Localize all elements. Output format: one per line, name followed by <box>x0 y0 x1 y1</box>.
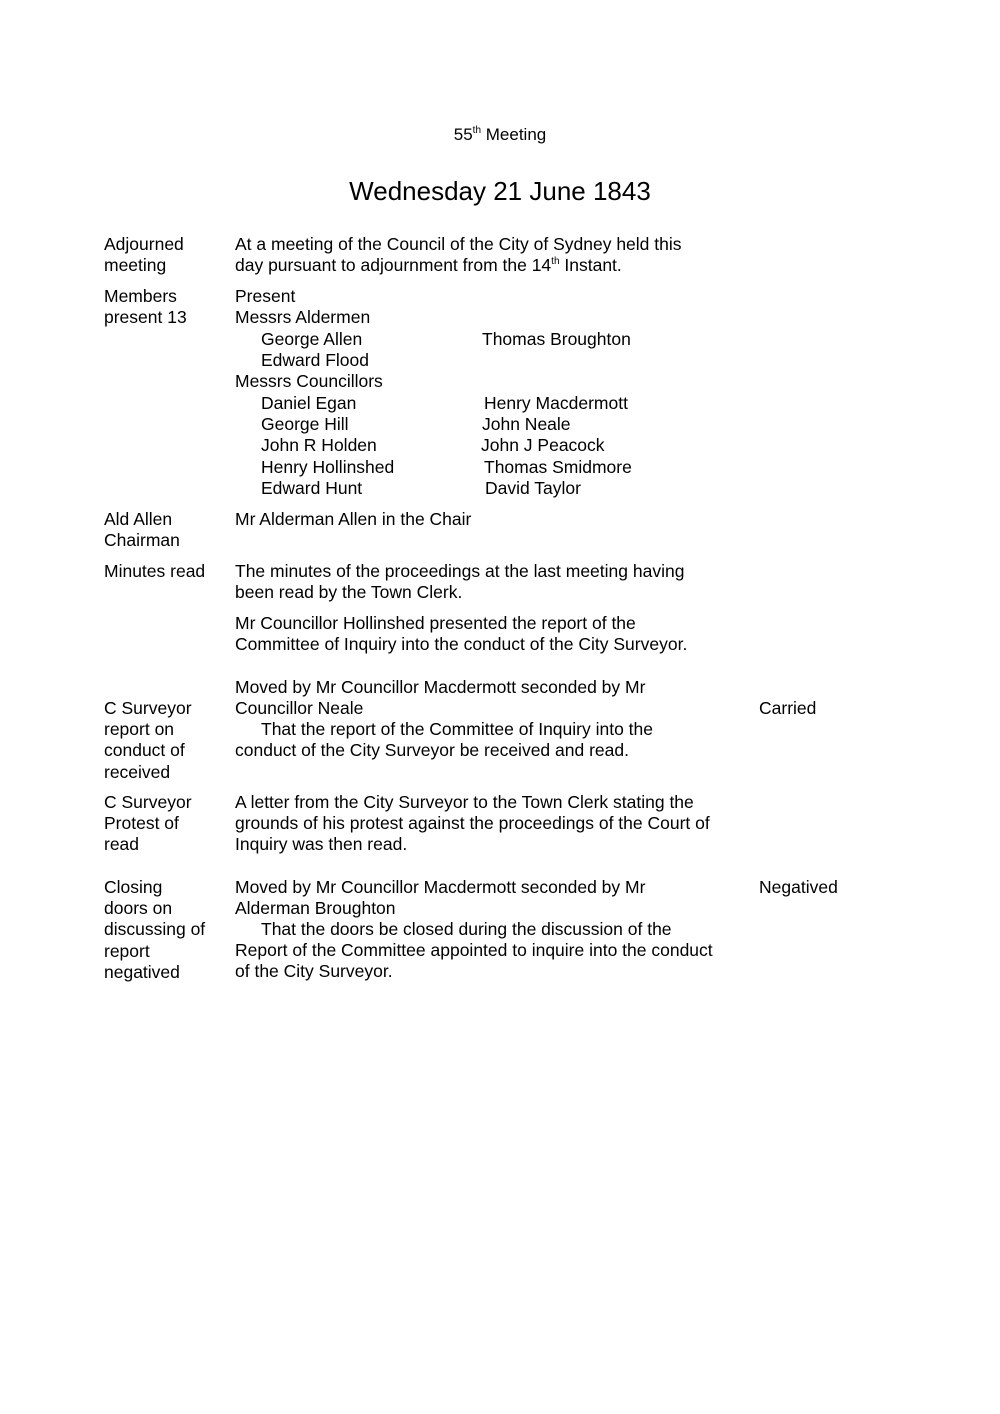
present-label: Present <box>235 286 296 306</box>
protest-line-1: A letter from the City Surveyor to the Town Clerk stating the <box>235 792 694 812</box>
report-presented-line-2: Committee of Inquiry into the conduct of the City Surveyor. <box>235 634 688 654</box>
surveyor-report-line-1: Moved by Mr Councillor Macdermott seconded by Mr <box>235 677 646 697</box>
alderman-name: Thomas Broughton <box>482 329 631 349</box>
minutes-line-1: The minutes of the proceedings at the last meeting having <box>235 561 685 581</box>
councillor-name: Thomas Smidmore <box>484 457 632 477</box>
councillor-name: Edward Hunt <box>261 478 363 498</box>
page-title: Wednesday 21 June 1843 <box>349 176 651 206</box>
closing-line-5: of the City Surveyor. <box>235 961 393 981</box>
closing-line-4: Report of the Committee appointed to inquire into the conduct <box>235 940 713 960</box>
margin-note-adjourned: Adjourned meeting <box>104 234 184 276</box>
surveyor-report-line-3: That the report of the Committee of Inquiry into the <box>261 719 654 739</box>
adjourned-line-2: day pursuant to adjournment from the 14th Instant. <box>235 255 622 275</box>
report-presented-line-1: Mr Councillor Hollinshed presented the report of the <box>235 613 636 633</box>
surveyor-report-line-2: Councillor Neale <box>235 698 364 718</box>
adjourned-line-1: At a meeting of the Council of the City of Sydney held this <box>235 234 682 254</box>
alderman-name: George Allen <box>261 329 363 349</box>
surveyor-report-line-4: conduct of the City Surveyor be received and read. <box>235 740 629 760</box>
closing-line-3: That the doors be closed during the discussion of the <box>261 919 672 939</box>
councillor-name: John J Peacock <box>481 435 605 455</box>
protest-line-3: Inquiry was then read. <box>235 834 408 854</box>
councillors-heading: Messrs Councillors <box>235 371 383 391</box>
outcome-carried: Carried <box>759 698 817 718</box>
alderman-name: Edward Flood <box>261 350 369 370</box>
chairman-text: Mr Alderman Allen in the Chair <box>235 509 472 529</box>
councillor-name: John Neale <box>482 414 571 434</box>
councillor-name: Henry Hollinshed <box>261 457 395 477</box>
councillor-name: Daniel Egan <box>261 393 357 413</box>
councillor-name: Henry Macdermott <box>484 393 628 413</box>
councillor-name: David Taylor <box>485 478 581 498</box>
aldermen-heading: Messrs Aldermen <box>235 307 371 327</box>
margin-note-surveyor-report: C Surveyor report on conduct of received <box>104 698 192 782</box>
outcome-negatived: Negatived <box>759 877 838 897</box>
margin-note-surveyor-protest: C Surveyor Protest of read <box>104 792 192 855</box>
margin-note-closing-doors: Closing doors on discussing of report negatived <box>104 877 206 982</box>
councillor-name: George Hill <box>261 414 349 434</box>
margin-note-chairman: Ald Allen Chairman <box>104 509 180 551</box>
meeting-number: 55th Meeting <box>453 125 547 144</box>
councillor-name: John R Holden <box>261 435 377 455</box>
protest-line-2: grounds of his protest against the proceedings of the Court of <box>235 813 710 833</box>
closing-line-2: Alderman Broughton <box>235 898 396 918</box>
closing-line-1: Moved by Mr Councillor Macdermott seconded by Mr <box>235 877 646 897</box>
margin-note-minutes: Minutes read <box>104 561 206 581</box>
margin-note-members: Members present 13 <box>104 286 187 328</box>
minutes-line-2: been read by the Town Clerk. <box>235 582 463 602</box>
